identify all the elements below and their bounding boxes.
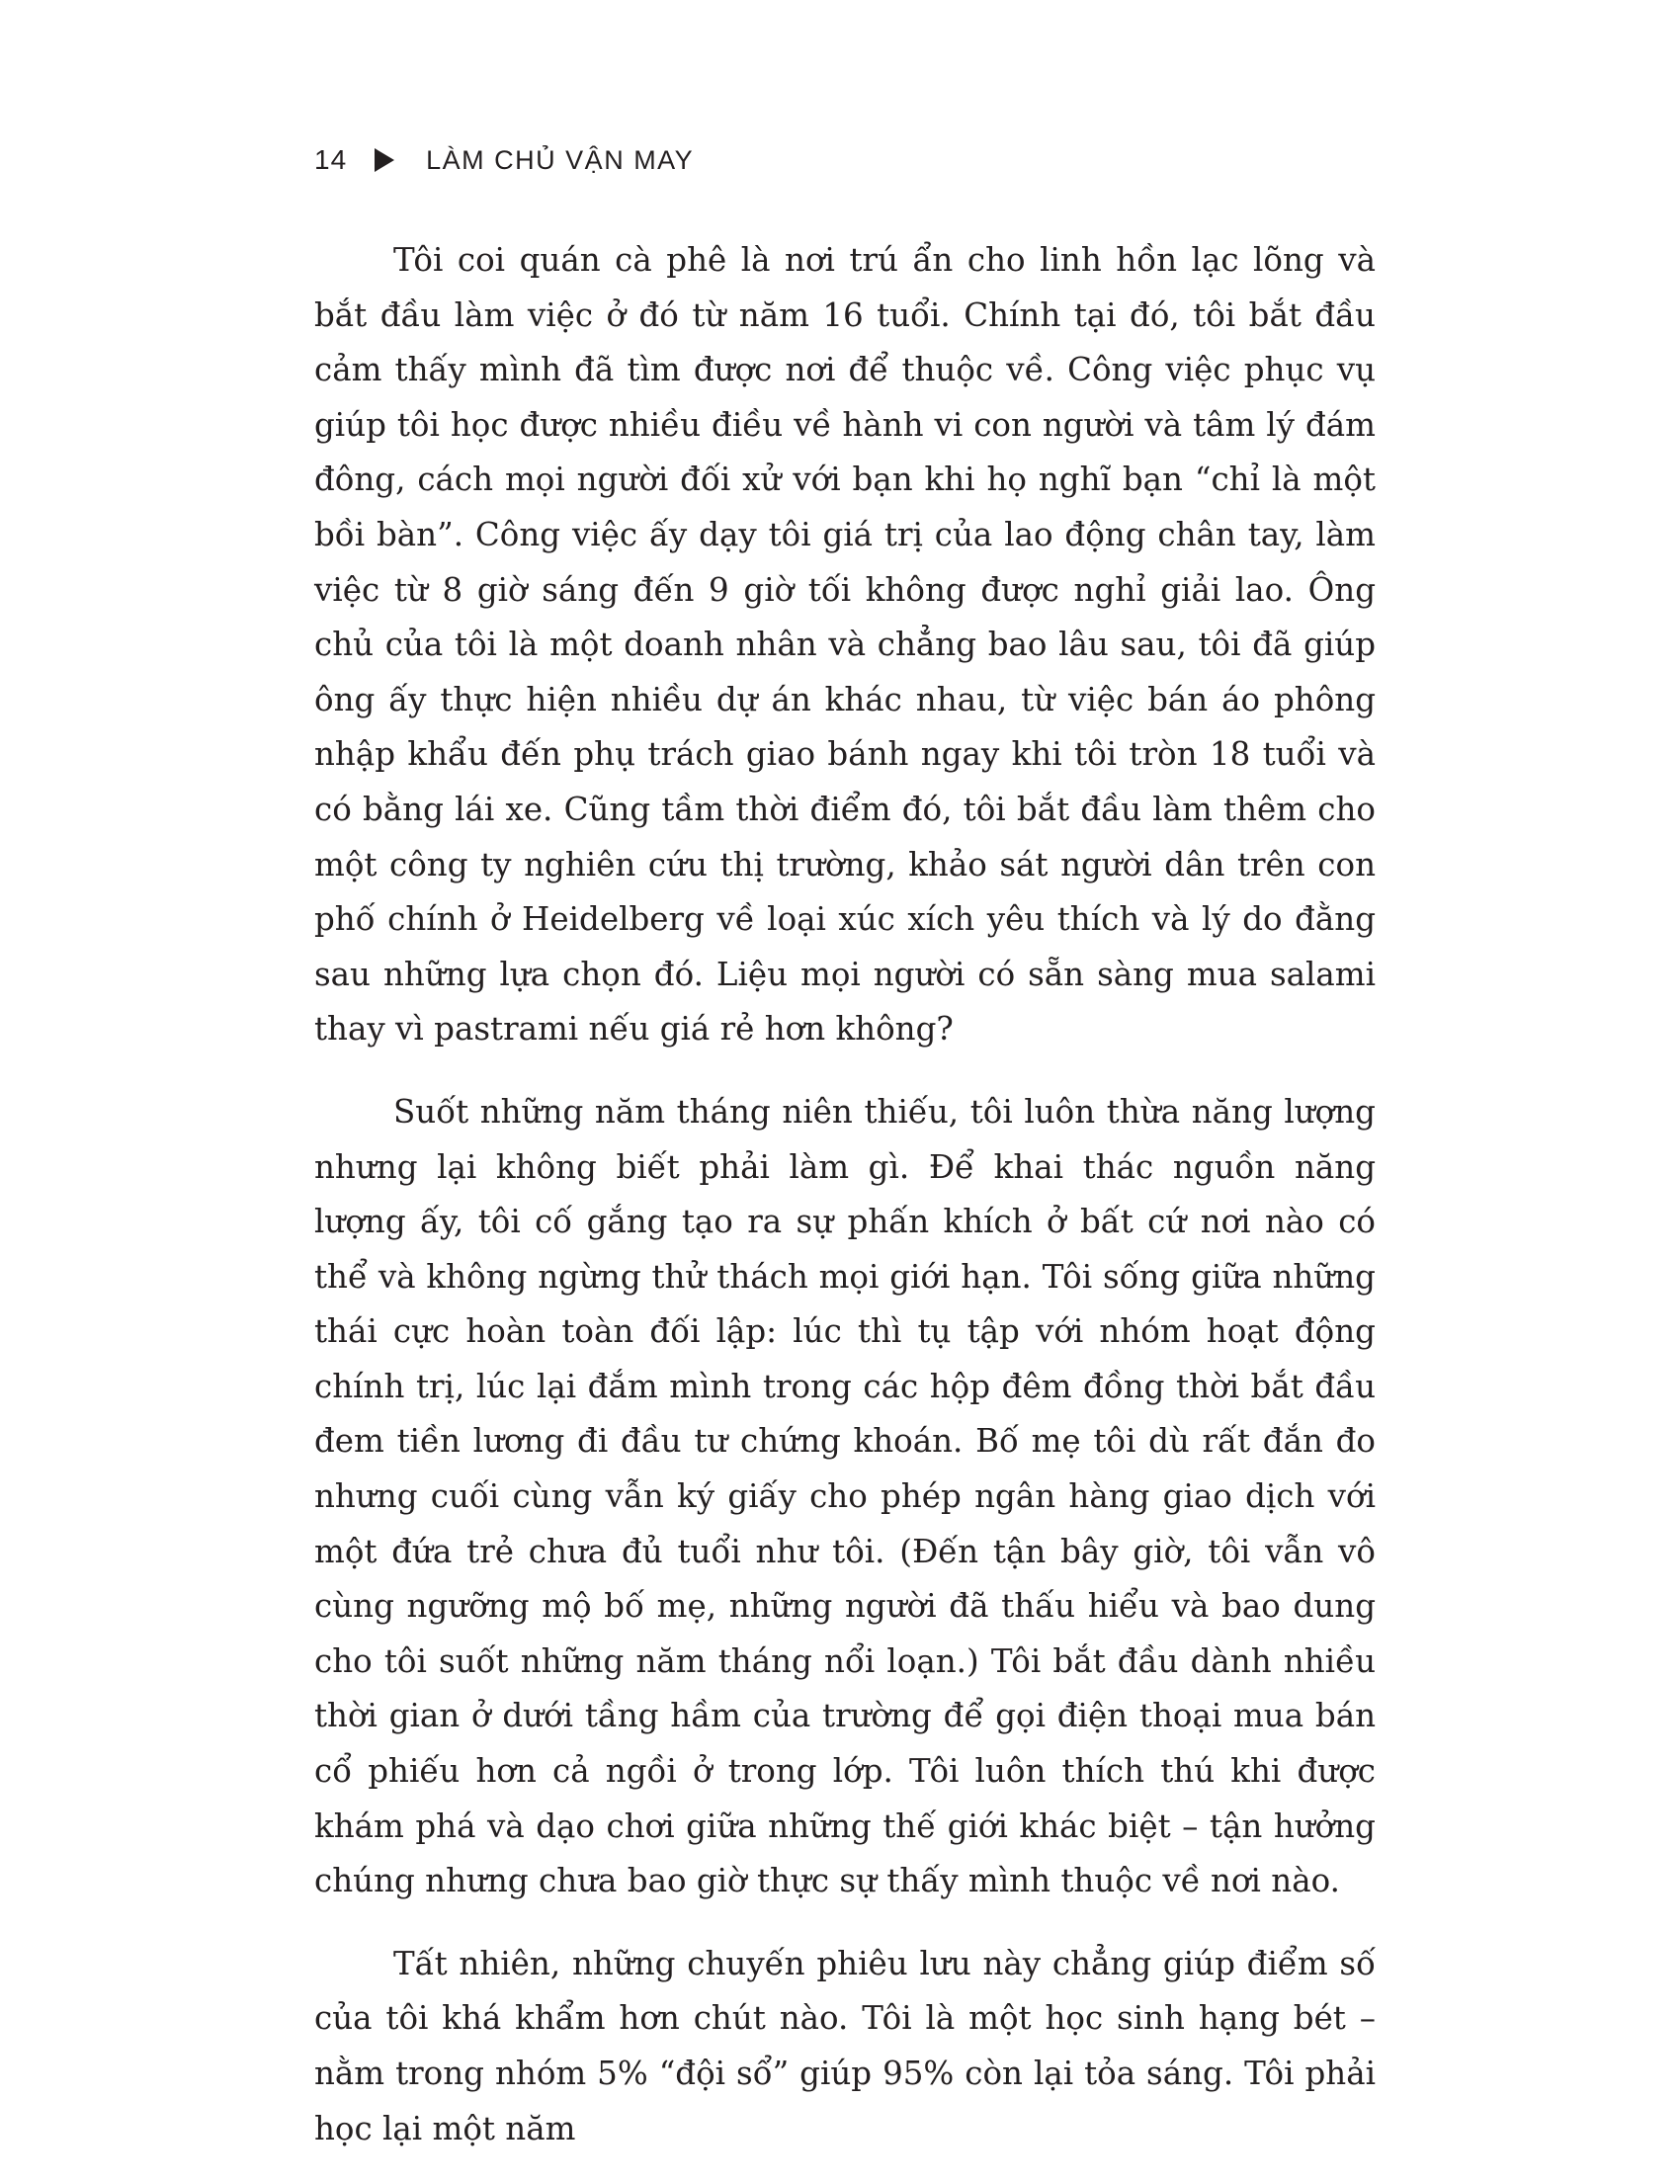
paragraph-2: Suốt những năm tháng niên thiếu, tôi luôn thừa năng lượng nhưng lại không biết phải làm gì. Để khai thác nguồn năng lượng ấy, tôi cố gắng tạo ra sự phấn khích ở bất cứ nơi nào có thể và không ngừng thử thách mọi giới hạn. Tôi sống giữa những thái cực hoàn toàn đối lập: lúc thì tụ tập với nhóm hoạt động chính trị, lúc lại đắm mình trong các hộp đêm đồng thời bắt đầu đem tiền lương đi đầu tư chứng khoán. Bố mẹ tôi dù rất đắn đo nhưng cuối cùng vẫn ký giấy cho phép ngân hàng giao dịch với một đứa trẻ chưa đủ tuổi như tôi. (Đến tận bây giờ, tôi vẫn vô cùng ngưỡng mộ bố mẹ, những người đã thấu hiểu và bao dung cho tôi suốt những năm tháng nổi loạn.) Tôi bắt đầu dành nhiều thời gian ở dưới tầng hầm của trường để gọi điện thoại mua bán cổ phiếu hơn cả ngồi ở trong lớp. Tôi luôn thích thú khi được khám phá và dạo chơi giữa những thế giới khác biệt – tận hưởng chúng nhưng chưa bao giờ thực sự thấy mình thuộc về nơi nào. [314,1092,1376,1900]
running-title: LÀM CHỦ VẬN MAY [426,144,695,175]
paragraph-3: Tất nhiên, những chuyến phiêu lưu này chẳng giúp điểm số của tôi khá khẩm hơn chút nào. Tôi là một học sinh hạng bét – nằm trong nhóm 5% “đội sổ” giúp 95% còn lại tỏa sáng. Tôi phải học lại một năm [314,1944,1376,2147]
running-header [314,140,694,180]
page-number: 14 [314,144,348,175]
paragraph-1: Tôi coi quán cà phê là nơi trú ẩn cho linh hồn lạc lõng và bắt đầu làm việc ở đó từ năm 16 tuổi. Chính tại đó, tôi bắt đầu cảm thấy mình đã tìm được nơi để thuộc về. Công việc phục vụ giúp tôi học được nhiều điều về hành vi con người và tâm lý đám đông, cách mọi người đối xử với bạn khi họ nghĩ bạn “chỉ là một bồi bàn”. Công việc ấy dạy tôi giá trị của lao động chân tay, làm việc từ 8 giờ sáng đến 9 giờ tối không được nghỉ giải lao. Ông chủ của tôi là một doanh nhân và chẳng bao lâu sau, tôi đã giúp ông ấy thực hiện nhiều dự án khác nhau, từ việc bán áo phông nhập khẩu đến phụ trách giao bánh ngay khi tôi tròn 18 tuổi và có bằng lái xe. Cũng tầm thời điểm đó, tôi bắt đầu làm thêm cho một công ty nghiên cứu thị trường, khảo sát người dân trên con phố chính ở Heidelberg về loại xúc xích yêu thích và lý do đằng sau những lựa chọn đó. Liệu mọi người có sẵn sàng mua salami thay vì pastrami nếu giá rẻ hơn không? [314,241,1376,1049]
body-text [314,233,1376,2184]
triangle-right-icon [375,148,394,172]
